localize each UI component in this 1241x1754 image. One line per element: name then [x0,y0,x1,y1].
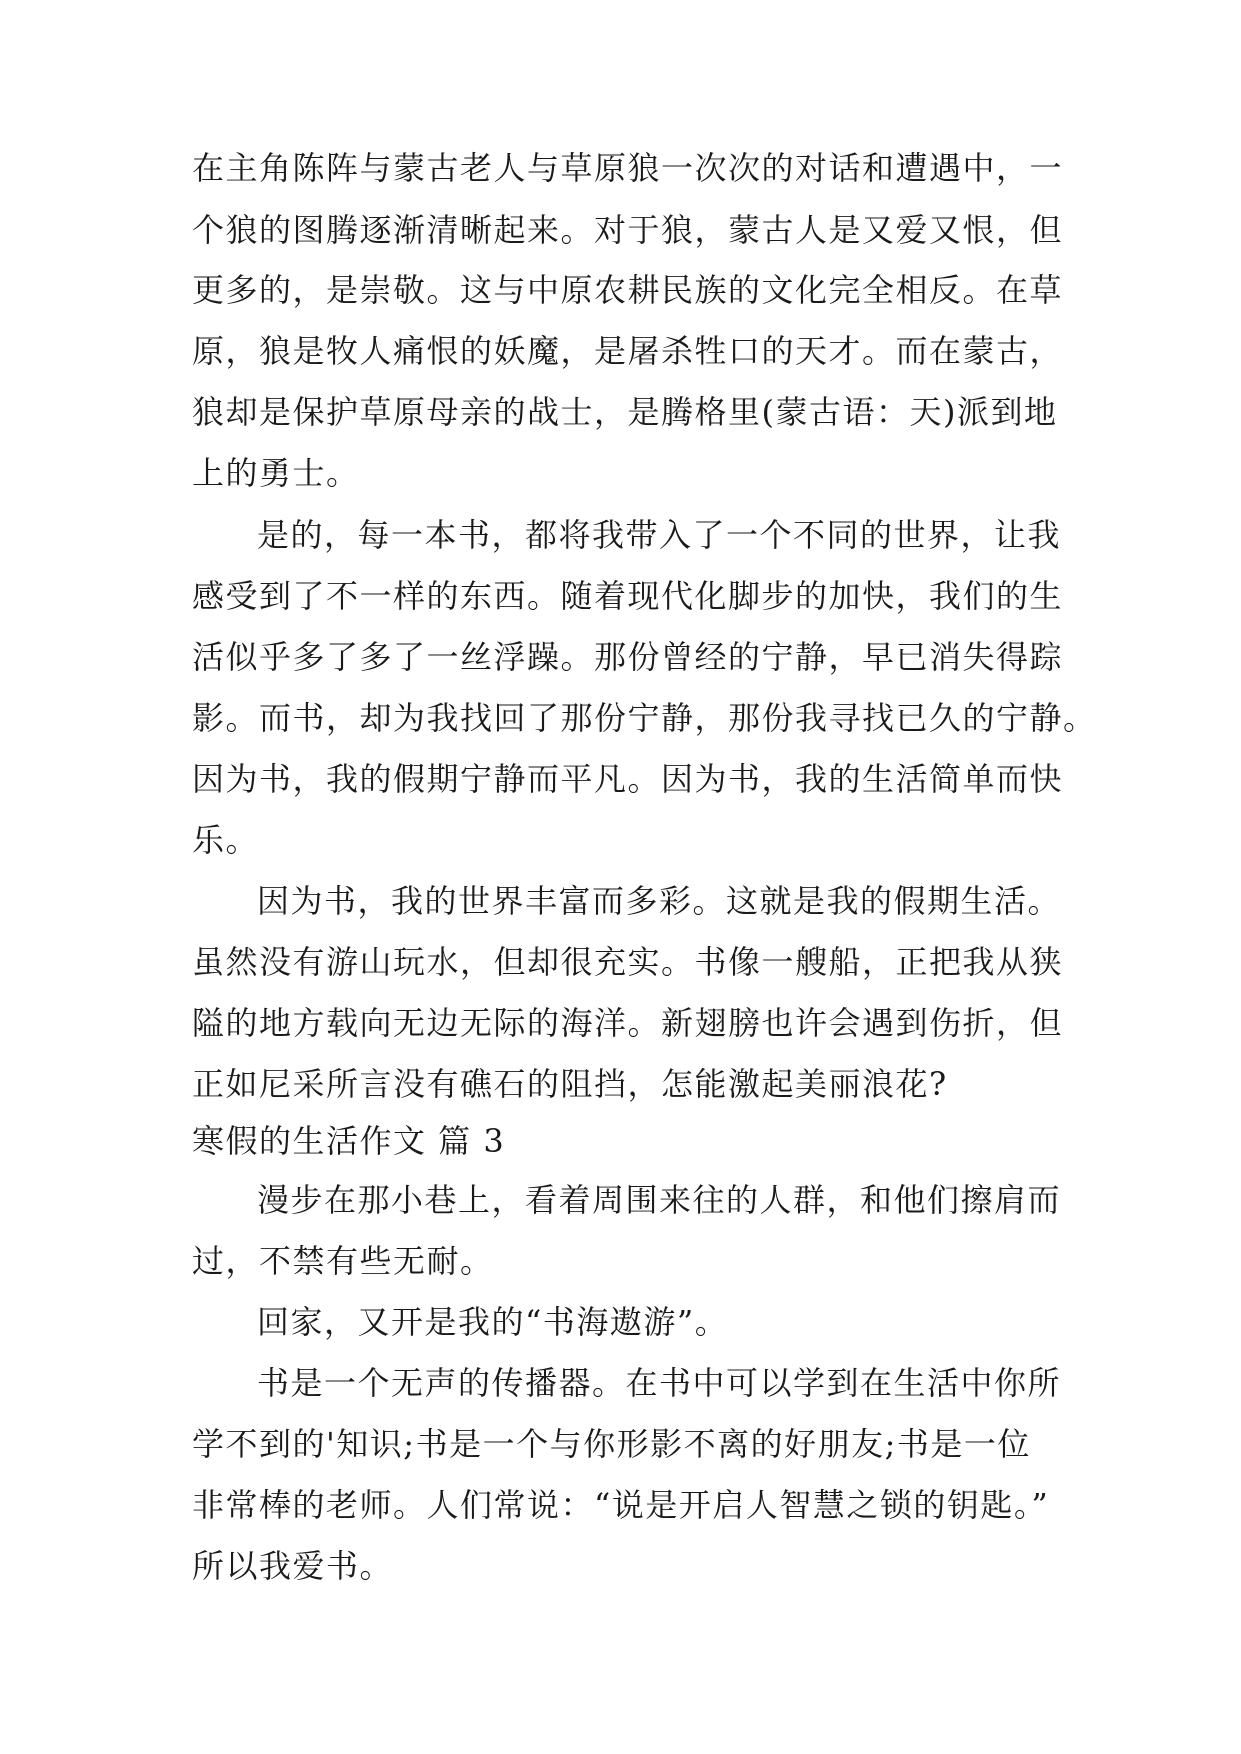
text-line: 正如尼采所言没有礁石的阻挡，怎能激起美丽浪花? [192,1065,948,1103]
text-line: 更多的，是崇敬。这与中原农耕民族的文化完全相反。在草 [192,271,1064,309]
text-line: 学不到的'知识;书是一个与你形影不离的好朋友;书是一位 [192,1425,1031,1463]
text-line: 虽然没有游山玩水，但却很充实。书像一艘船，正把我从狭 [192,943,1064,981]
text-line: 回家，又开是我的“书海遨游”。 [257,1303,729,1341]
text-line: 感受到了不一样的东西。随着现代化脚步的加快，我们的生 [192,577,1064,615]
text-line: 原，狼是牧人痛恨的妖魔，是屠杀牲口的天才。而在蒙古， [192,332,1064,370]
text-line: 隘的地方载向无边无际的海洋。新翅膀也许会遇到伤折，但 [192,1004,1064,1042]
text-line: 影。而书，却为我找回了那份宁静，那份我寻找已久的宁静。 [192,699,1097,737]
text-line: 活似乎多了多了一丝浮躁。那份曾经的宁静，早已消失得踪 [192,638,1064,676]
text-line: 上的勇士。 [192,454,360,492]
section-heading: 寒假的生活作文 篇 3 [192,1122,506,1160]
text-line: 在主角陈阵与蒙古老人与草原狼一次次的对话和遭遇中，一 [192,149,1064,187]
text-line: 因为书，我的假期宁静而平凡。因为书，我的生活简单而快 [192,760,1064,798]
text-line: 漫步在那小巷上，看着周围来往的人群，和他们擦肩而 [257,1181,1062,1219]
text-line: 个狼的图腾逐渐清晰起来。对于狼，蒙古人是又爱又恨，但 [192,211,1064,249]
text-line: 所以我爱书。 [192,1547,394,1585]
text-line: 非常棒的老师。人们常说：“说是开启人智慧之锁的钥匙。” [192,1486,1050,1524]
text-line: 是的，每一本书，都将我带入了一个不同的世界，让我 [257,516,1062,554]
text-line: 过，不禁有些无耐。 [192,1242,494,1280]
text-line: 狼却是保护草原母亲的战士，是腾格里(蒙古语：天)派到地 [192,393,1058,431]
text-line: 乐。 [192,821,260,859]
text-line: 因为书，我的世界丰富而多彩。这就是我的假期生活。 [257,882,1062,920]
text-line: 书是一个无声的传播器。在书中可以学到在生活中你所 [257,1364,1062,1402]
